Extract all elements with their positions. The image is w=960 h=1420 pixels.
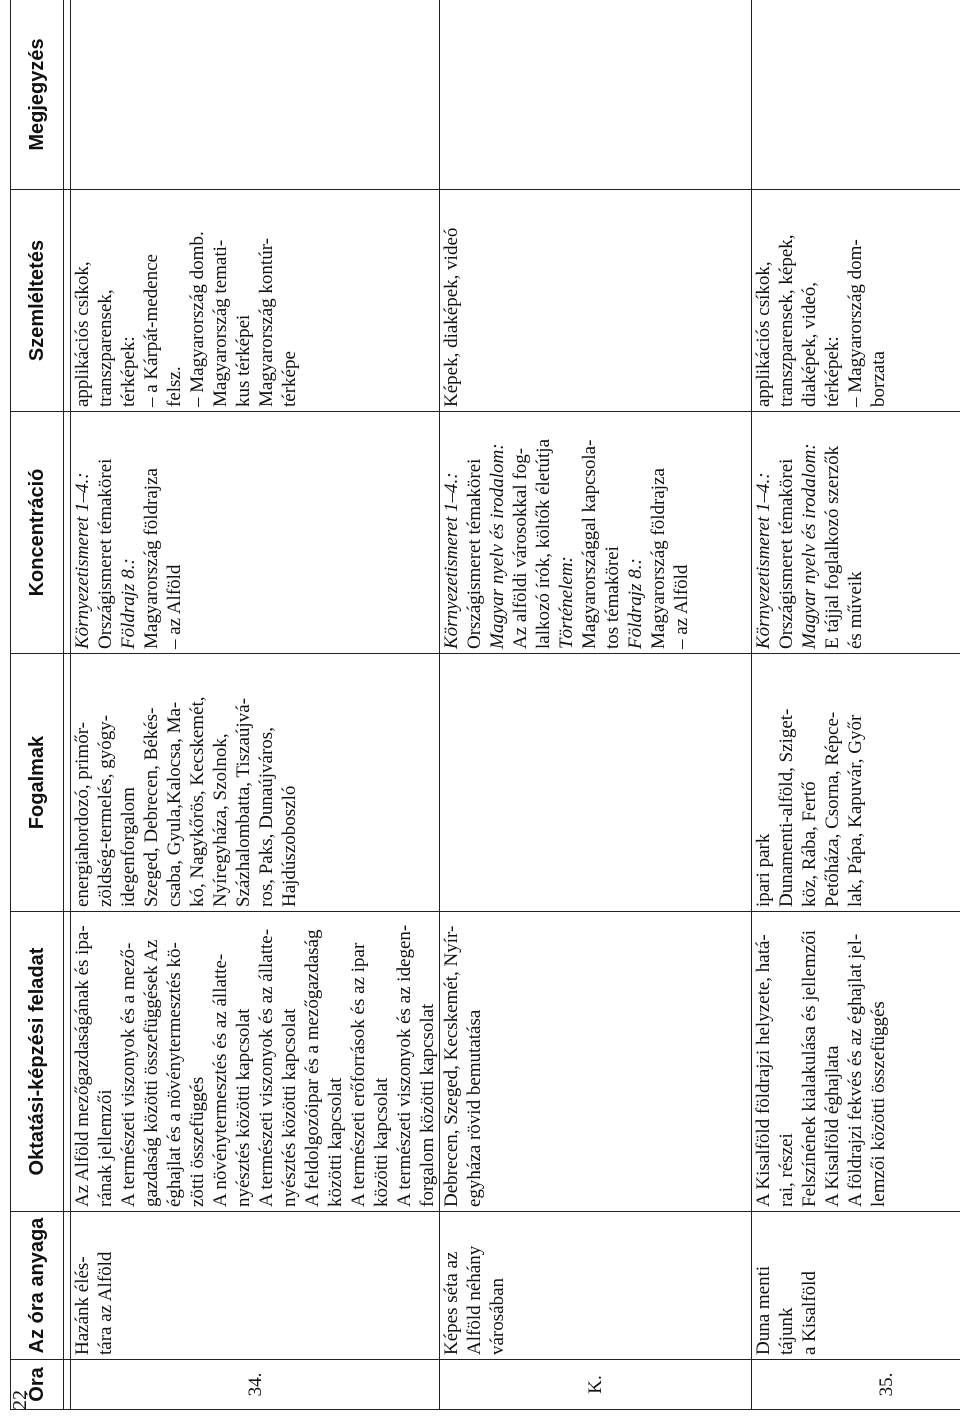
cell-line: tára az Alföld [95,1251,116,1355]
cell-anyaga [440,1212,752,1360]
cell-line: rai, részei [776,1133,797,1207]
cell-line: Országismeret témakörei [464,458,485,649]
cell-line: Országismeret témakörei [95,458,116,649]
cell-line: Magyarország földrajza [141,468,162,649]
cell-line: Szeged, Debrecen, Békés- [141,707,162,907]
cell-line: applikációs csíkok, [753,261,774,407]
cell-line: a Kisalföld [799,1271,820,1355]
cell-line: Országismeret témakörei [776,458,797,649]
cell-line: Az Alföld mezőgazdaságának és ipa- [72,925,93,1207]
cell-koncentracio [752,412,960,654]
cell-line: zöldség-termelés, gyógy- [95,714,116,907]
cell-line: – a Kárpát-medence [141,254,162,407]
cell-line: Debrecen, Szeged, Kecskemét, Nyír- [441,925,462,1207]
cell-line: közötti kapcsolat [325,1077,346,1207]
page-number: 22 [9,1390,31,1410]
cell-line: A természeti viszonyok és a mező- [118,942,139,1207]
cell-line: Környezetismeret 1–4.: [72,472,93,649]
cell-line: transzparensek, képek, [776,234,797,407]
cell-line: csaba, Gyula,Kalocsa, Ma- [164,701,185,907]
cell-ora: K. [440,1360,752,1410]
cell-szemleltetes [752,190,960,412]
cell-line: nyésztés közötti kapcsolat [233,1008,254,1207]
header-feladat: Oktatási-képzési feladat [11,912,64,1212]
cell-line: Környezetismeret 1–4.: [441,472,462,649]
cell-line: forgalom közötti kapcsolat [417,1003,438,1207]
cell-line: egyháza rövid bemutatása [464,1009,485,1207]
cell-line: Magyarország kontúr- [256,238,277,407]
cell-line: felsz. [164,366,185,407]
cell-koncentracio [71,412,440,654]
cell-ora: 35. [752,1360,960,1410]
cell-line: transzparensek, [95,289,116,407]
cell-line: A Kisalföld földrajzi helyzete, hatá- [753,934,774,1207]
table-body [71,0,960,1410]
cell-line: nyésztés közötti kapcsolat [279,1008,300,1207]
cell-line: Hazánk élés- [72,1256,93,1355]
cell-line: Képek, diaképek, videó [441,227,462,407]
cell-line: térképek: [822,336,843,407]
cell-line: tos témakörei [602,546,623,649]
cell-line: kó, Nagykőrös, Kecskemét, [187,696,208,907]
cell-line: Magyarország földrajza [648,468,669,649]
cell-line: köz, Rába, Fertő [799,781,820,907]
cell-line: zötti összefüggés [187,1076,208,1207]
cell-line: lemzői közötti összefüggés [868,1001,889,1207]
header-row [11,0,64,1410]
cell-line: tájunk [776,1307,797,1355]
cell-fogalmak [752,654,960,912]
cell-line: ros, Paks, Dunaújváros, [256,727,277,907]
cell-line: Képes séta az [441,1251,462,1355]
cell-line: térképek: [118,336,139,407]
cell-line: lak, Pápa, Kapuvár, Győr [845,714,866,907]
cell-line: diaképek, videó, [799,281,820,407]
cell-line: éghajlat és a növénytermesztés kö- [164,942,185,1207]
cell-line: városában [487,1277,508,1355]
cell-line: közötti kapcsolat [371,1077,392,1207]
cell-line: E tájjal foglalkozó szerzők [822,445,843,649]
cell-line: térképe [279,351,300,407]
cell-line: Történelem: [556,556,577,649]
cell-line: A földrajzi fekvés és az éghajlat jel- [845,933,866,1207]
cell-feladat [71,912,440,1212]
cell-line: – Magyarország dom- [845,239,866,407]
cell-line: Az alföldi városokkal fog- [510,447,531,649]
cell-line: energiahordozó, primőr- [72,722,93,907]
cell-szemleltetes [440,190,752,412]
header-ora: Óra [11,1360,64,1410]
cell-feladat [440,912,752,1212]
cell-line: A Kisalföld éghajlata [822,1045,843,1207]
cell-line: lalkozó írók, költők életútja [533,438,554,649]
cell-line: – az Alföld [671,564,692,649]
cell-megjegyzes [440,0,752,190]
cell-line: Földrajz 8.: [118,558,139,649]
header-szemleltetes: Szemléltetés [11,190,64,412]
cell-line: A természeti erőforrások és az ipar [348,942,369,1207]
header-megjegyzes: Megjegyzés [11,0,64,190]
cell-line: A természeti viszonyok és az idegen- [394,924,415,1207]
cell-koncentracio [440,412,752,654]
cell-line: – az Alföld [164,564,185,649]
header-koncentracio: Koncentráció [11,412,64,654]
cell-line: borzata [868,351,889,407]
cell-line: A növénytermesztés és az állatte- [210,953,231,1207]
cell-fogalmak [71,654,440,912]
cell-ora: 34. [71,1360,440,1410]
cell-line: és műveik [845,571,866,649]
cell-fogalmak [440,654,752,912]
cell-feladat [752,912,960,1212]
cell-line: ipari park [753,833,774,907]
cell-line: idegenforgalom [118,787,139,907]
cell-line: Dunamenti-alföld, Sziget- [776,708,797,907]
cell-line: Hajdúszoboszló [279,785,300,907]
cell-line: Százhalombatta, Tiszaújvá- [233,698,254,907]
table-row [440,0,752,1410]
cell-line: Nyíregyháza, Szolnok, [210,733,231,907]
table-row [752,0,960,1410]
spacer-row [64,0,71,1410]
cell-line: gazdaság közötti összefüggések Az [141,939,162,1207]
cell-megjegyzes [71,0,440,190]
header-anyaga: Az óra anyaga [11,1212,64,1360]
cell-line: Magyar nyelv és irodalom: [799,443,820,649]
cell-line: A feldolgozóipar és a mezőgazdaság [302,929,323,1207]
cell-anyaga [752,1212,960,1360]
cell-szemleltetes [71,190,440,412]
cell-line: Petőháza, Csorna, Répce- [822,711,843,907]
cell-line: Magyarország temati- [210,239,231,407]
cell-line: Földrajz 8.: [625,558,646,649]
cell-line: Felszínének kialakulása és jellemzői [799,930,820,1207]
cell-line: Alföld néhány [464,1245,485,1355]
cell-line: rának jellemzői [95,1089,116,1207]
cell-line: Magyar nyelv és irodalom: [487,443,508,649]
cell-megjegyzes [752,0,960,190]
cell-line: kus térképei [233,314,254,407]
cell-line: A természeti viszonyok és az állatte- [256,928,277,1207]
cell-line: Duna menti [753,1265,774,1355]
cell-anyaga [71,1212,440,1360]
table-row [71,0,440,1410]
header-fogalmak: Fogalmak [11,654,64,912]
rotated-table-container [10,0,960,1410]
curriculum-table [10,0,960,1410]
cell-line: – Magyarország domb. [187,231,208,407]
cell-line: applikációs csíkok, [72,261,93,407]
cell-line: Magyarországgal kapcsola- [579,439,600,649]
cell-line: Környezetismeret 1–4.: [753,472,774,649]
